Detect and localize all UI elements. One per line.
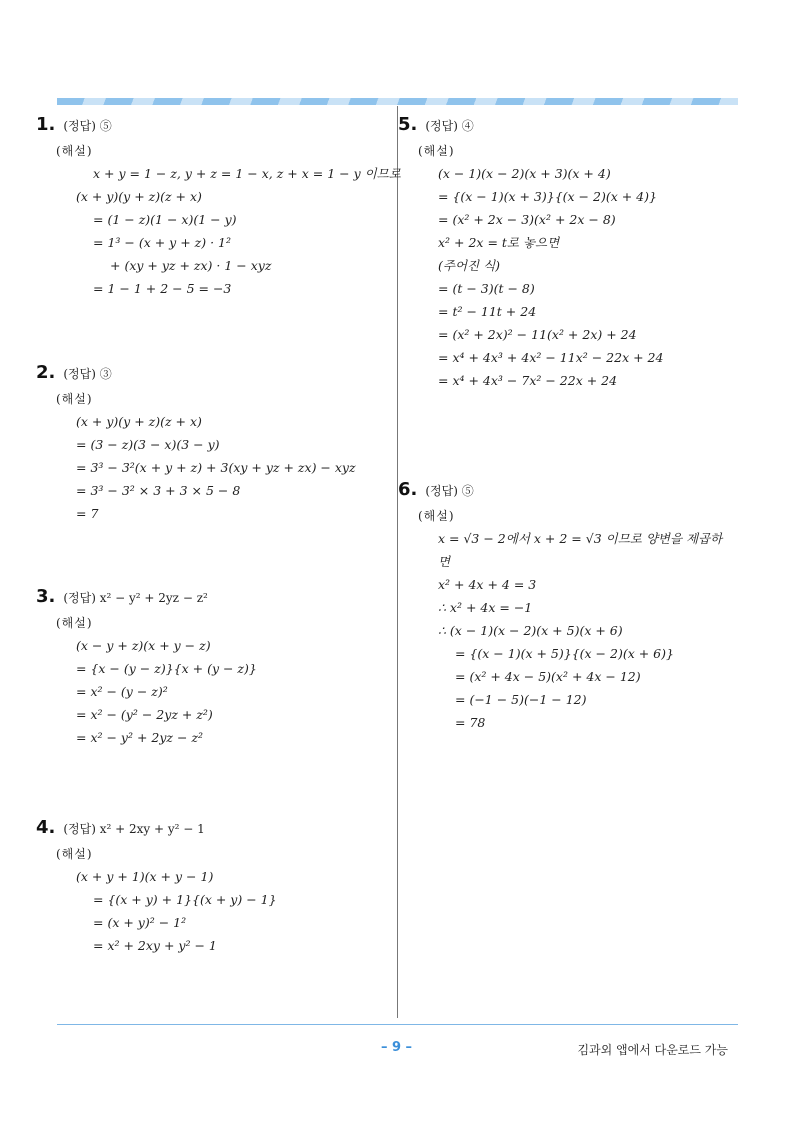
solution-line: = x⁴ + 4x³ − 7x² − 22x + 24 [438,373,618,388]
problem-number: 1. [36,114,56,135]
solution-line: = (1 − z)(1 − x)(1 − y) [93,212,237,227]
solution-line: (x + y)(y + z)(z + x) [76,189,202,204]
solution-line: x² + 4x + 4 = 3 [438,577,537,592]
header-decorative-bar [57,98,738,105]
solution-line: = x⁴ + 4x³ + 4x² − 11x² − 22x + 24 [438,350,664,365]
problem-6 [398,479,722,734]
solution-line: = 1 − 1 + 2 − 5 = −3 [93,281,232,296]
footer-rule [57,1024,738,1025]
answer: (정답) ⑤ [425,484,474,498]
solution-lines [36,162,401,300]
problem-number: 5. [398,114,418,135]
solution-label: (해설) [418,509,455,523]
answer: (정답) x² − y² + 2yz − z² [63,591,208,605]
solution-line: (주어진 식) [438,258,501,273]
solution-line: = x² − (y − z)² [76,684,168,699]
problem-4 [36,817,277,957]
solution-line: = (x² + 2x − 3)(x² + 2x − 8) [438,212,616,227]
solution-line: ∴ x² + 4x = −1 [438,600,533,615]
solution-line: (x + y)(y + z)(z + x) [76,414,202,429]
problem-number: 3. [36,586,56,607]
solution-line: = (x + y)² − 1² [93,915,187,930]
solution-lines [398,527,722,734]
problem-3 [36,586,257,749]
solution-line: = (x² + 2x)² − 11(x² + 2x) + 24 [438,327,637,342]
solution-line: = 78 [455,715,486,730]
answer: (정답) ④ [425,119,474,133]
solution-lines [36,865,277,957]
solution-label: (해설) [56,847,93,861]
solution-line: 면 [438,554,451,569]
footer-note: 김과외 앱에서 다운로드 가능 [577,1043,728,1057]
solution-line: = 3³ − 3²(x + y + z) + 3(xy + yz + zx) − xyz [76,460,356,475]
answer: (정답) ③ [63,367,112,381]
solution-line: = 1³ − (x + y + z) · 1² [93,235,232,250]
solution-label: (해설) [56,616,93,630]
solution-line: = x² + 2xy + y² − 1 [93,938,217,953]
problem-1 [36,114,401,300]
answer: (정답) ⑤ [63,119,112,133]
solution-line: = {(x + y) + 1}{(x + y) − 1} [93,892,277,907]
solution-lines [398,162,663,392]
solution-line: x = √3 − 2에서 x + 2 = √3 이므로 양변을 제곱하 [438,531,723,546]
solution-line: = (3 − z)(3 − x)(3 − y) [76,437,220,452]
problem-number: 4. [36,817,56,838]
solution-line: = 7 [76,506,99,521]
solution-line: = {(x − 1)(x + 3)}{(x − 2)(x + 4)} [438,189,657,204]
solution-line: x² + 2x = t로 놓으면 [438,235,560,250]
solution-line: = (−1 − 5)(−1 − 12) [455,692,587,707]
solution-label: (해설) [56,392,93,406]
solution-line: = (t − 3)(t − 8) [438,281,535,296]
answer: (정답) x² + 2xy + y² − 1 [63,822,205,836]
solution-line: + (xy + yz + zx) · 1 − xyz [110,258,272,273]
solution-line: = (x² + 4x − 5)(x² + 4x − 12) [455,669,641,684]
problem-5 [398,114,663,392]
solution-line: = x² − (y² − 2yz + z²) [76,707,213,722]
solution-line: x + y = 1 − z, y + z = 1 − x, z + x = 1 − y 이므로 [93,166,401,181]
solution-line: (x + y + 1)(x + y − 1) [76,869,214,884]
solution-line: = t² − 11t + 24 [438,304,537,319]
solution-line: ∴ (x − 1)(x − 2)(x + 5)(x + 6) [438,623,623,638]
solution-label: (해설) [418,144,455,158]
solution-line: = 3³ − 3² × 3 + 3 × 5 − 8 [76,483,241,498]
solution-lines [36,410,356,525]
solution-lines [36,634,257,749]
solution-line: (x − 1)(x − 2)(x + 3)(x + 4) [438,166,611,181]
problem-number: 2. [36,362,56,383]
problem-number: 6. [398,479,418,500]
page-number: – 9 – [380,1040,413,1055]
problem-2 [36,362,356,525]
solution-line: = {(x − 1)(x + 5)}{(x − 2)(x + 6)} [455,646,674,661]
solution-label: (해설) [56,144,93,158]
solution-line: = x² − y² + 2yz − z² [76,730,204,745]
solution-line: = {x − (y − z)}{x + (y − z)} [76,661,257,676]
solution-line: (x − y + z)(x + y − z) [76,638,211,653]
